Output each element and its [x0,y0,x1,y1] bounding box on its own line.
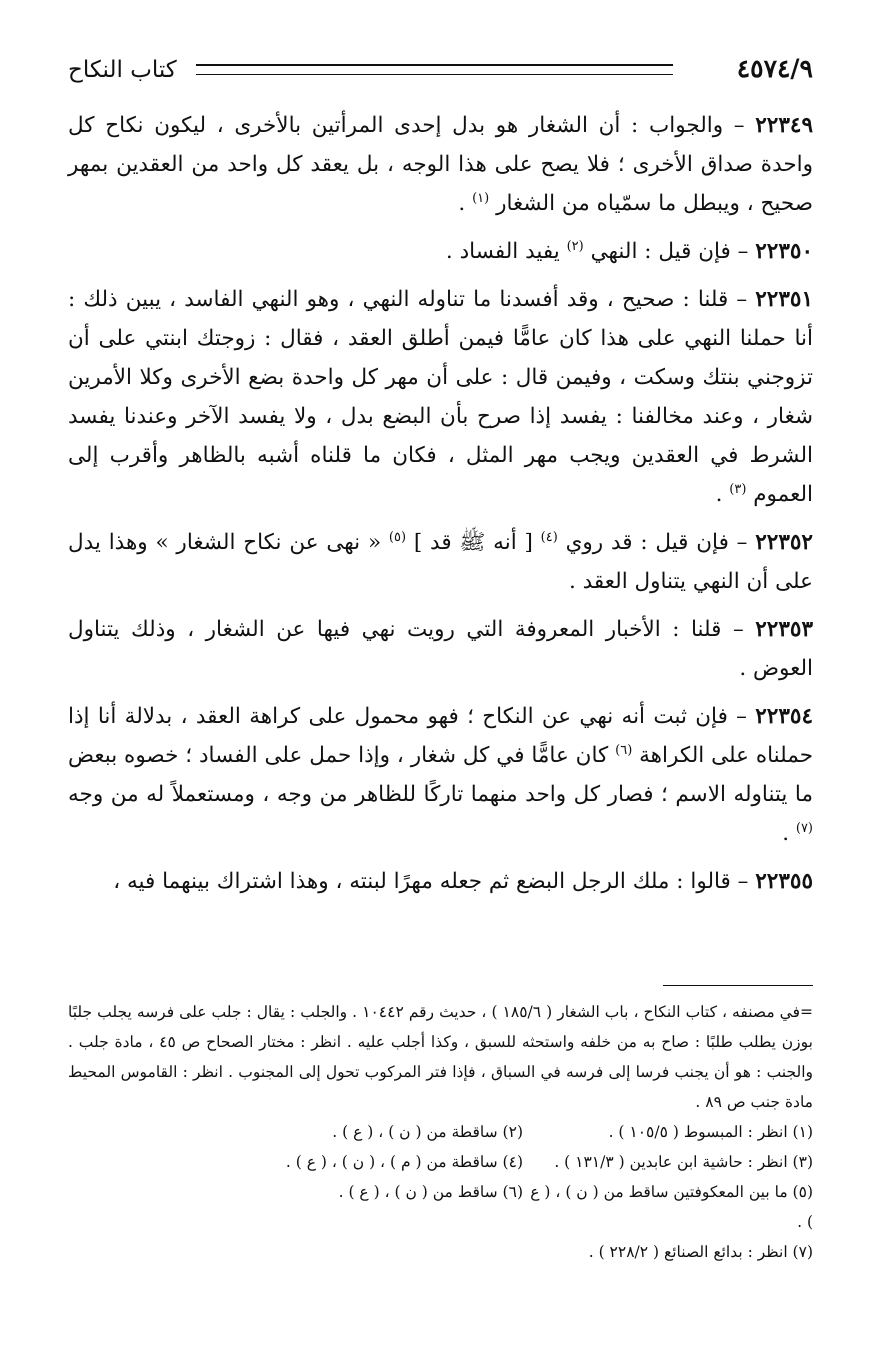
footnote-ref: (٥) [388,529,407,545]
paragraph-number: ٢٢٣٥٢ [755,530,813,555]
paragraph-text: – قلنا : الأخبار المعروفة التي رويت نهي فيها عن الشغار ، وذلك يتناول العوض . [68,617,813,681]
main-text [68,106,813,910]
footnote-2: (٢) ساقطة من ( ن ) ، ( ع ) . [332,1123,523,1141]
paragraph-text: – فإن قيل : النهي [583,239,756,264]
paragraph-number: ٢٢٣٥٠ [755,239,813,264]
paragraph-text: – فإن ثبت أنه نهي عن النكاح ؛ فهو محمول على كراهة العقد ، بدلالة أنا إذا حملناه على الكراهة [68,704,814,768]
paragraph-tail: « نهى عن نكاح الشغار » وهذا يدل على أن النهي يتناول العقد . [68,530,813,594]
paragraph-tail: . [458,191,473,216]
footnote-ref: (٣) [729,481,747,497]
paragraph-22352 [68,523,813,601]
footnote-3: (٣) انظر : حاشية ابن عابدين ( ١٣١/٣ ) . [554,1153,813,1171]
page-header [68,52,813,92]
paragraph-tail: يفيد الفساد . [445,239,567,264]
paragraph-number: ٢٢٣٥٣ [755,617,813,642]
paragraph-22354 [68,697,813,853]
page-number: ٤٥٧٤/٩ [736,54,813,83]
paragraph-tail: . [782,821,796,846]
paragraph-mid: كان عامًّا في كل شغار ، وإذا حمل على الفساد ؛ خصوه ببعض ما يتناوله الاسم ؛ فصار كل واحد منهما تاركًا للظاهر من وجه ، ومستعملاً له من وجه [68,743,813,807]
paragraph-number: ٢٢٣٥٥ [755,869,813,894]
footnote-row [68,1237,813,1267]
footnote-ref: (٦) [615,742,633,758]
paragraph-22349 [68,106,813,223]
paragraph-text: – والجواب : أن الشغار هو بدل إحدى المرأتين بالأخرى ، ليكون نكاح كل واحدة صداق الأخرى ؛ فلا يصح على هذا الوجه ، بل يعقد كل واحد من العقدين بمهر صحيح ، ويبطل ما سمّياه من الشغار [68,113,813,216]
header-rule [196,64,673,75]
footnote-ref: (٧) [795,820,813,836]
footnote-row [68,1147,813,1177]
footnote-6: (٦) ساقط من ( ن ) ، ( ع ) . [338,1183,523,1201]
footnote-4: (٤) ساقطة من ( م ) ، ( ن ) ، ( ع ) . [285,1153,523,1171]
paragraph-22353 [68,610,813,688]
paragraph-22351 [68,280,813,514]
footnote-row [68,1177,813,1237]
paragraph-number: ٢٢٣٤٩ [755,113,813,138]
paragraph-mid: [ أنه ﷺ قد ] [406,530,541,555]
paragraph-number: ٢٢٣٥١ [755,287,813,312]
paragraph-tail: . [715,482,730,507]
running-title: كتاب النكاح [68,57,177,83]
paragraph-22355 [68,862,813,901]
footnote-1: (١) انظر : المبسوط ( ١٠٥/٥ ) . [608,1123,813,1141]
paragraph-text: – قلنا : صحيح ، وقد أفسدنا ما تناوله النهي ، وهو النهي الفاسد ، يبين ذلك : أنا حملنا النهي على هذا كان عامًّا فيمن أطلق العقد ، فقال : زوجتك ابنتي على أن تزوجني بنتك وسكت ، وفيمن قال : على أن مهر كل واحدة بضع الأخرى وكلا الأمرين شغار ، وعند مخالفنا : يفسد إذا صرح بأن البضع بدل ، ولا يفسد الآخر وعندنا يفسد الشرط في العقدين ويجب مهر المثل ، فكان ما قلناه أشبه بالظاهر وأقرب إلى العموم [68,287,813,507]
footnote-ref: (٤) [540,529,558,545]
footnote-row [68,1117,813,1147]
paragraph-text: – فإن قيل : قد روي [557,530,756,555]
footnote-5: (٥) ما بين المعكوفتين ساقط من ( ن ) ، ( ع ) . [530,1183,813,1231]
footnote-ref: (٢) [566,238,584,254]
footnotes [68,997,813,1267]
footnote-separator [663,985,813,986]
paragraph-text: – قالوا : ملك الرجل البضع ثم جعله مهرًا لبنته ، وهذا اشتراك بينهما فيه ، [113,869,756,894]
paragraph-22350 [68,232,813,271]
footnote-ref: (١) [472,190,490,206]
footnote-7: (٧) انظر : بدائع الصنائع ( ٢٢٨/٢ ) . [588,1243,813,1261]
footnote-continuation: =في مصنفه ، كتاب النكاح ، باب الشغار ( ١٨٥/٦ ) ، حديث رقم ١٠٤٤٢ . والجلب : يقال : جلب على فرسه يجلب جلبًا بوزن يطلب طلبًا : صاح به من خلفه واستحثه للسبق ، وكذا أجلب عليه . انظر : مختار الصحاح ص ٤٥ ، مادة جلب . والجنب : هو أن يجنب فرسا إلى فرسه في السباق ، فإذا فتر المركوب تحول إلى المجنوب . انظر : القاموس المحيط مادة جنب ص ٨٩ . [68,1003,813,1111]
paragraph-number: ٢٢٣٥٤ [755,704,813,729]
